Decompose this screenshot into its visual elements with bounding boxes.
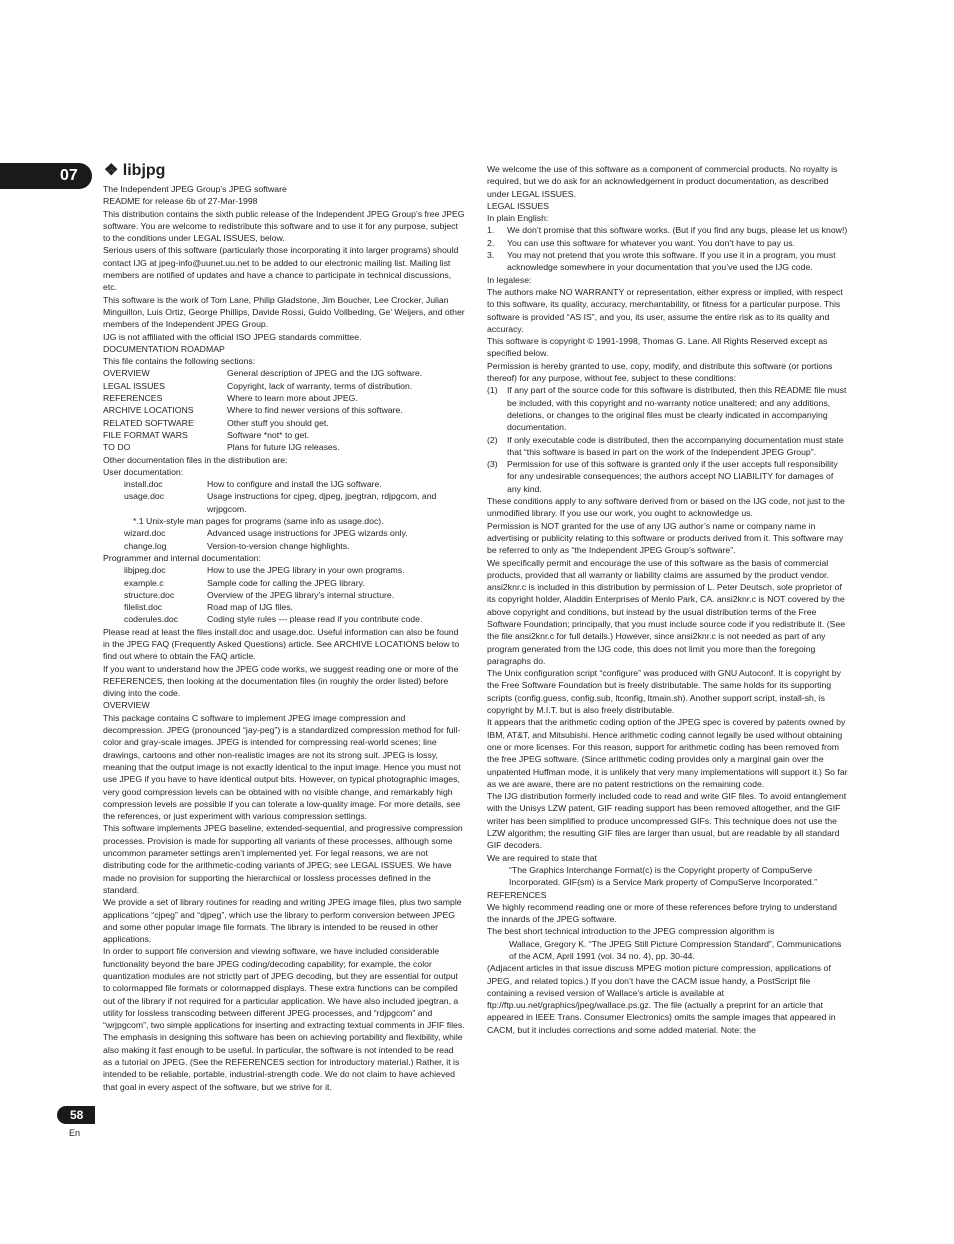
paragraph: We provide a set of library routines for reading and writing JPEG image files, plus two sample applications “cjpeg” and “djpeg”, which use the library to perform conversion between JPEG and some other popular image file formats. The library is intended to be reused in other applications. [103,897,462,945]
doc-row [103,613,465,625]
list-number: 2. [487,237,495,248]
doc-file: change.log [124,540,167,551]
section-desc: Other stuff you should get. [227,417,329,428]
doc-file: libjpeg.doc [124,565,166,576]
doc-file: structure.doc [124,589,175,600]
paragraph: It appears that the arithmetic coding option of the JPEG spec is covered by patents owned by IBM, AT&T, and Mitsubishi. Hence arithmetic coding cannot legally be used without obtaining one or more licenses. For this reason, support for arithmetic coding has been removed from the free JPEG software. (Since arithmetic coding provides only a marginal gain over the unpatented Huffman mode, it is unlikely that very many implementations will support it.) So far as we are aware, there are no patent restrictions on the remaining code. [487,717,848,789]
paragraph: Permission is hereby granted to use, copy, modify, and distribute this software (or portions thereof) for any purpose, without fee, subject to these conditions: [487,360,833,384]
page-number-badge [57,1106,95,1124]
paragraph: We welcome the use of this software as a component of commercial products. No royalty is required, but we do ask for an acknowledgement in product documentation, as described under LEGAL ISSUES. [487,164,838,199]
list-text: You can use this software for whatever you want. You don’t have to pay us. [507,237,795,248]
doc-file: coderules.doc [124,614,179,625]
paragraph: This software is the work of Tom Lane, Philip Gladstone, Jim Boucher, Lee Crocker, Julian Minguillon, Luis Ortiz, George Phillips, Davide Rossi, Guido Vollbeding, Ge’ Weijers, and other members of the Independent JPEG Group. [103,294,465,330]
doc-row [103,490,465,515]
paragraph: If you want to understand how the JPEG code works, we suggest reading one or more of the REFERENCES, then looking at the documentation files (in roughly the order listed) before diving into the code. [103,663,459,699]
doc-desc: Coding style rules --- please read if you contribute code. [207,614,423,625]
doc-desc: Road map of IJG files. [207,602,293,613]
list-text: Permission for use of this software is granted only if the user accepts full responsibility for any undesirable consequences; the authors accept NO LIABILITY for damages of any kind. [507,459,838,494]
paragraph: README for release 6b of 27-Mar-1998 [103,196,258,207]
paragraph: This software is copyright © 1991-1998, Thomas G. Lane. All Rights Reserved except as specified below. [487,336,828,359]
list-item [487,458,849,495]
paragraph: Other documentation files in the distribution are: [103,454,288,465]
list-item [487,249,849,274]
doc-row [103,540,465,552]
section-desc: Software *not* to get. [227,429,310,440]
doc-row [103,589,465,601]
doc-desc: Advanced usage instructions for JPEG wizards only. [207,528,408,539]
section-row [103,417,465,429]
paragraph: ansi2knr.c is included in this distribution by permission of L. Peter Deutsch, sole proprietor of its copyright holder, Aladdin Enterprises of Menlo Park, CA. ansi2knr.c is NOT covered by the above copyright and conditions, but instead by the usual distribution terms of the Free Software Foundation; principally, that you must include source code if you redistribute it. (See the file ansi2knr.c for full details.) However, since ansi2knr.c is not needed as part of any program generated from the IJG code, this does not limit you more than the foregoing paragraphs do. [487,582,846,666]
paragraph: This distribution contains the sixth public release of the Independent JPEG Group’s free JPEG software. You are welcome to redistribute this software and to use it for any purpose, subject to the conditions under LEGAL ISSUES, below. [103,208,465,244]
section-row [103,392,465,404]
paragraph: In order to support file conversion and viewing software, we have included considerable functionality beyond the bare JPEG coding/decoding capability; for example, the color quantization modules are not strictly part of JPEG decoding, but they are essential for output to colormapped file formats or colormapped displays. These extra functions can be compiled out of the library if not required for a particular application. We have also included jpegtran, a utility for lossless transcoding between different JPEG processes, and “rdjpgcom” and “wrjpgcom”, two simple applications for inserting and extracting textual comments in JFIF files. [103,946,465,1031]
section-desc: Where to find newer versions of this software. [227,405,403,416]
list-text: We don’t promise that this software works. (But if you find any bugs, please let us know!) [507,225,848,236]
doc-row [103,564,465,576]
list-number: 1. [487,225,495,236]
doc-row [103,478,465,490]
paragraph: In plain English: [487,213,549,224]
paragraph: This package contains C software to implement JPEG image compression and decompression. JPEG (pronounced “jay-peg”) is a standardized compression method for full-color and gray-scale images. JPEG is intended for compressing real-world scenes; line drawings, cartoons and other non-realistic images are not its strong suit. JPEG is lossy, meaning that the output image is not exactly identical to the input image. Hence you must not use JPEG if you have to have identical output bits. However, on typical photographic images, very good compression levels can be obtained with no visible change, and remarkably high compression levels are possible if you can tolerate a low-quality image. For more details, see the references, or just experiment with various compression settings. [103,712,461,822]
paragraph: These conditions apply to any software derived from or based on the IJG code, not just to the unmodified library. If you use our work, you ought to acknowledge us. [487,496,845,519]
paragraph: In legalese: [487,274,532,285]
doc-desc: Sample code for calling the JPEG library. [207,577,365,588]
section-name: OVERVIEW [103,368,150,379]
section-desc: Plans for future IJG releases. [227,442,340,453]
doc-desc: How to use the JPEG library in your own programs. [207,565,405,576]
section-name: LEGAL ISSUES [103,380,165,391]
section-name: FILE FORMAT WARS [103,429,188,440]
list-item [487,434,849,459]
paragraph: The Unix configuration script “configure” was produced with GNU Autoconf. It is copyright by the Free Software Foundation but is freely distributable. The same holds for its supporting scripts (config.guess, config.sub, ltconfig, ltmain.sh). Another support script, install-sh, is copyright by M.I.T. but is also freely distributable. [487,668,841,716]
list-number: 3. [487,250,495,261]
section-name: RELATED SOFTWARE [103,417,194,428]
paragraph: Permission is NOT granted for the use of any IJG author’s name or company name in advertising or publicity relating to this software or products derived from it. This software may be referred to only as “the Independent JPEG Group’s software”. [487,520,844,556]
doc-file: wizard.doc [124,528,166,539]
paragraph: This file contains the following sections: [103,356,256,367]
section-row [103,441,465,453]
list-number: (1) [487,385,498,396]
paragraph: Serious users of this software (particularly those incorporating it into larger programs) should contact IJG at jpeg-info@uunet.uu.net to be added to our electronic mailing list. Mailing list members are notified of updates and have a chance to participate in technical discussions, etc. [103,245,459,293]
section-row [103,380,465,392]
doc-desc: Overview of the JPEG library’s internal structure. [207,589,395,600]
section-row [103,429,465,441]
paragraph: Programmer and internal documentation: [103,552,261,563]
section-desc: Where to learn more about JPEG. [227,393,358,404]
doc-file: example.c [124,577,164,588]
right-column [487,163,849,1036]
paragraph: The authors make NO WARRANTY or representation, either express or implied, with respect to this software, its quality, accuracy, merchantability, or fitness for a particular purpose. This software is provided “AS IS”, and you, its user, assume the entire risk as to its quality and accuracy. [487,286,843,334]
paragraph: We specifically permit and encourage the use of this software as the basis of commercial products, provided that all warranty or liability claims are assumed by the product vendor. [487,557,829,580]
paragraph: (Adjacent articles in that issue discuss MPEG motion picture compression, applications of JPEG, and related topics.) If you don’t have the CACM issue handy, a PostScript file containing a revised version of Wallace’s article is available at ftp://ftp.uu.net/graphics/jpeg/wallace.ps.gz. The file (actually a preprint for an article that appeared in IEEE Trans. Consumer Electronics) omits the sample images that appeared in CACM, but it includes corrections and some added material. Note: the [487,963,836,1035]
paragraph: The Independent JPEG Group’s JPEG software [103,184,287,194]
doc-file: usage.doc [124,491,165,502]
paragraph: *.1 Unix-style man pages for programs (same info as usage.doc). [133,516,384,527]
paragraph: IJG is not affiliated with the official ISO JPEG standards committee. [103,331,362,342]
list-number: (3) [487,459,498,470]
paragraph: The IJG distribution formerly included code to read and write GIF files. To avoid entanglement with the Unisys LZW patent, GIF reading support has been removed altogether, and the GIF writer has been simplified to produce uncompressed GIFs. This technique does not use the LZW algorithm; the resulting GIF files are larger than usual, but are readable by all standard GIF decoders. [487,791,847,851]
list-text: If any part of the source code for this software is distributed, then this README file must be included, with this copyright and no-warranty notice unaltered; and any additions, deletions, or changes to the original files must be clearly indicated in accompanying documentation. [507,385,847,433]
paragraph: OVERVIEW [103,700,150,711]
list-item [487,224,849,236]
paragraph: We highly recommend reading one or more of these references before trying to understand the innards of the JPEG software. [487,901,837,925]
paragraph: LEGAL ISSUES [487,200,549,211]
paragraph: The emphasis in designing this software has been on achieving portability and flexibility, while also making it fast enough to be useful. In particular, the software is not intended to be read as a tutorial on JPEG. (See the REFERENCES section for introductory material.) Rather, it is intended to be reliable, portable, industrial-strength code. We do not claim to have achieved that goal in every aspect of the software, but we strive for it. [103,1032,463,1092]
section-heading: ❖ libjpg [104,162,166,179]
doc-row [103,601,465,613]
doc-file: install.doc [124,479,163,490]
paragraph: Please read at least the files install.doc and usage.doc. Useful information can also be found in the JPEG FAQ (Frequently Asked Questions) article. See ARCHIVE LOCATIONS below to find out where to obtain the FAQ article. [103,626,460,662]
language-label: En [69,1128,81,1138]
list-item [487,384,849,433]
page-number: 58 [70,1108,84,1122]
section-name: TO DO [103,442,131,453]
paragraph: REFERENCES [487,889,547,900]
quote: “The Graphics Interchange Format(c) is the Copyright property of CompuServe Incorporated. GIF(sm) is a Service Mark property of CompuServe Incorporated.” [509,864,818,888]
section-desc: General description of JPEG and the IJG software. [227,368,423,379]
paragraph: We are required to state that [487,852,597,863]
paragraph: DOCUMENTATION ROADMAP [103,343,225,354]
paragraph: User documentation: [103,466,184,477]
left-column [103,183,465,1093]
section-desc: Copyright, lack of warranty, terms of distribution. [227,380,413,391]
list-number: (2) [487,434,498,445]
doc-row [103,577,465,589]
doc-desc: Usage instructions for cjpeg, djpeg, jpegtran, rdjpgcom, and wrjpgcom. [207,491,437,514]
doc-row [103,527,465,539]
section-row [103,367,465,379]
section-row [103,404,465,416]
chapter-tab [0,163,92,189]
paragraph: The best short technical introduction to the JPEG compression algorithm is [487,926,775,937]
doc-desc: Version-to-version change highlights. [207,540,350,551]
list-text: If only executable code is distributed, then the accompanying documentation must state that “this software is based in part on the work of the Independent JPEG Group”. [507,434,844,457]
chapter-number: 07 [60,167,78,184]
reference: Wallace, Gregory K. “The JPEG Still Picture Compression Standard”, Communications of the ACM, April 1991 (vol. 34 no. 4), pp. 30-44. [509,938,842,961]
doc-desc: How to configure and install the IJG software. [207,479,382,490]
section-name: ARCHIVE LOCATIONS [103,405,194,416]
list-text: You may not pretend that you wrote this software. If you use it in a program, you must acknowledge somewhere in your documentation that you’ve used the IJG code. [507,250,836,273]
section-name: REFERENCES [103,393,163,404]
paragraph: This software implements JPEG baseline, extended-sequential, and progressive compression processes. Provision is made for supporting all variants of these processes, although some uncommon parameter settings aren’t implemented yet. For legal reasons, we are not distributing code for the arithmetic-coding variants of JPEG; see LEGAL ISSUES. We have made no provision for supporting the hierarchical or lossless processes defined in the standard. [103,823,463,895]
list-item [487,237,849,249]
doc-file: filelist.doc [124,602,163,613]
